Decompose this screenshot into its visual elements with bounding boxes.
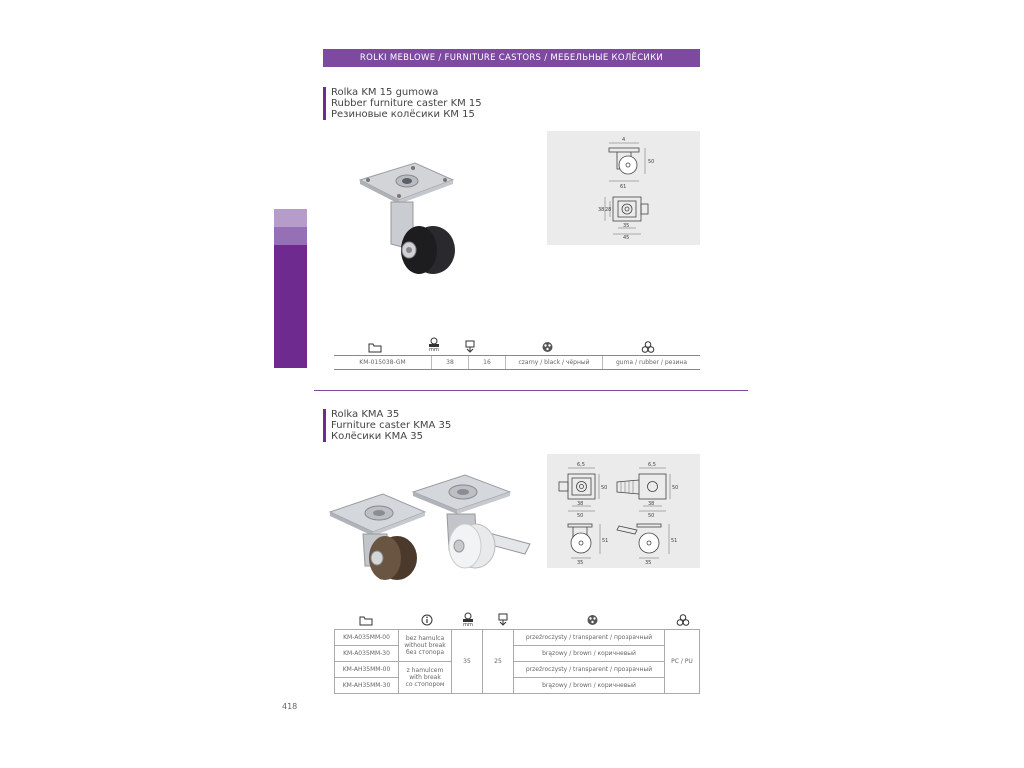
product2-title — [323, 409, 451, 442]
product2-title-ru: Колёсики КМА 35 — [331, 431, 423, 442]
mm-label: mm — [429, 347, 439, 353]
color-value: brązowy / brown / коричневый — [514, 678, 665, 694]
diameter-value: 38 — [432, 356, 469, 370]
color-value: przeźroczysty / transparent / прозрачный — [514, 662, 665, 678]
product2-drawing — [547, 454, 700, 568]
table-row — [335, 662, 700, 678]
product1-drawing — [547, 131, 700, 245]
product2-title-en: Furniture caster KMA 35 — [331, 420, 452, 431]
folder-icon — [365, 333, 385, 353]
color-value: przeźroczysty / transparent / прозрачный — [514, 630, 665, 646]
color-palette-icon — [582, 606, 602, 626]
section-header: ROLKI MEBLOWE / FURNITURE CASTORS / МЕБЕЛЬНЫЕ КОЛЁСИКИ — [323, 49, 700, 67]
dim-label: 51 — [602, 538, 609, 544]
material-icon — [638, 333, 658, 353]
load-weight-icon — [460, 331, 480, 353]
dim-label: 6,5 — [648, 462, 656, 468]
brake-text-ru: без стопора — [405, 649, 445, 656]
product2-title-pl: Rolka KMA 35 — [331, 409, 400, 420]
dim-label: 38 — [577, 501, 584, 507]
load-weight-icon — [493, 604, 513, 626]
side-tab-dark — [274, 245, 307, 368]
dim-label: 50 — [577, 513, 584, 519]
dim-label: 51 — [671, 538, 678, 544]
side-tab-light — [274, 209, 307, 227]
product1-title-ru: Резиновые колёсики КМ 15 — [331, 109, 475, 120]
product-code: KM-AH35MM-30 — [335, 678, 399, 694]
material-icon — [673, 606, 693, 626]
brake-text-pl: bez hamulca — [405, 635, 445, 642]
dim-label: 35 — [623, 223, 630, 229]
brake-text-en: without break — [404, 642, 446, 649]
product2-table — [334, 629, 700, 694]
dim-label: 38 — [648, 501, 655, 507]
dim-label: 50 — [672, 485, 679, 491]
load-value: 16 — [469, 356, 506, 370]
product1-table — [334, 355, 700, 370]
side-tab-mid — [274, 227, 307, 245]
dim-label: 6,5 — [577, 462, 585, 468]
table-row — [335, 630, 700, 646]
brake-info-with — [399, 662, 452, 694]
color-value: czarny / black / чёрный — [506, 356, 603, 370]
info-icon — [417, 606, 437, 626]
product1-title-pl: Rolka KM 15 gumowa — [331, 87, 439, 98]
load-value: 25 — [483, 630, 514, 694]
color-value: brązowy / brown / коричневый — [514, 646, 665, 662]
brake-info-none — [399, 630, 452, 662]
color-palette-icon — [537, 333, 557, 353]
product1-photo — [355, 158, 460, 278]
dim-label: 35 — [645, 560, 652, 566]
dim-label: 38 — [598, 207, 605, 213]
section-divider — [314, 390, 748, 391]
material-value: PC / PU — [665, 630, 700, 694]
wheel-diameter-icon — [424, 331, 444, 353]
dim-label: 50 — [601, 485, 608, 491]
dim-label: 50 — [648, 159, 655, 165]
material-value: guma / rubber / резина — [603, 356, 701, 370]
product1-title-en: Rubber furniture caster KM 15 — [331, 98, 482, 109]
mm-label: mm — [463, 622, 473, 628]
diameter-value: 35 — [452, 630, 483, 694]
dim-label: 35 — [577, 560, 584, 566]
product-code: KM-A035MM-00 — [335, 630, 399, 646]
brake-text-pl: z hamulcem — [406, 667, 444, 674]
table-row — [334, 356, 700, 370]
dim-label: 50 — [648, 513, 655, 519]
dim-label: 28 — [605, 207, 612, 213]
dim-label: 61 — [620, 184, 627, 190]
wheel-diameter-icon — [458, 604, 478, 628]
product-code: KM-AH35MM-00 — [335, 662, 399, 678]
product2-photo — [325, 470, 535, 585]
product-code: KM-015038-GM — [334, 356, 432, 370]
brake-text-en: with break — [409, 674, 441, 681]
dim-label: 45 — [623, 235, 630, 241]
folder-icon — [356, 606, 376, 626]
table-row — [335, 646, 700, 662]
page-number: 418 — [282, 702, 298, 711]
product-code: KM-A035MM-30 — [335, 646, 399, 662]
table-row — [335, 678, 700, 694]
product1-title — [323, 87, 482, 120]
dim-label: 4 — [622, 137, 626, 143]
brake-text-ru: со стопором — [405, 681, 445, 688]
